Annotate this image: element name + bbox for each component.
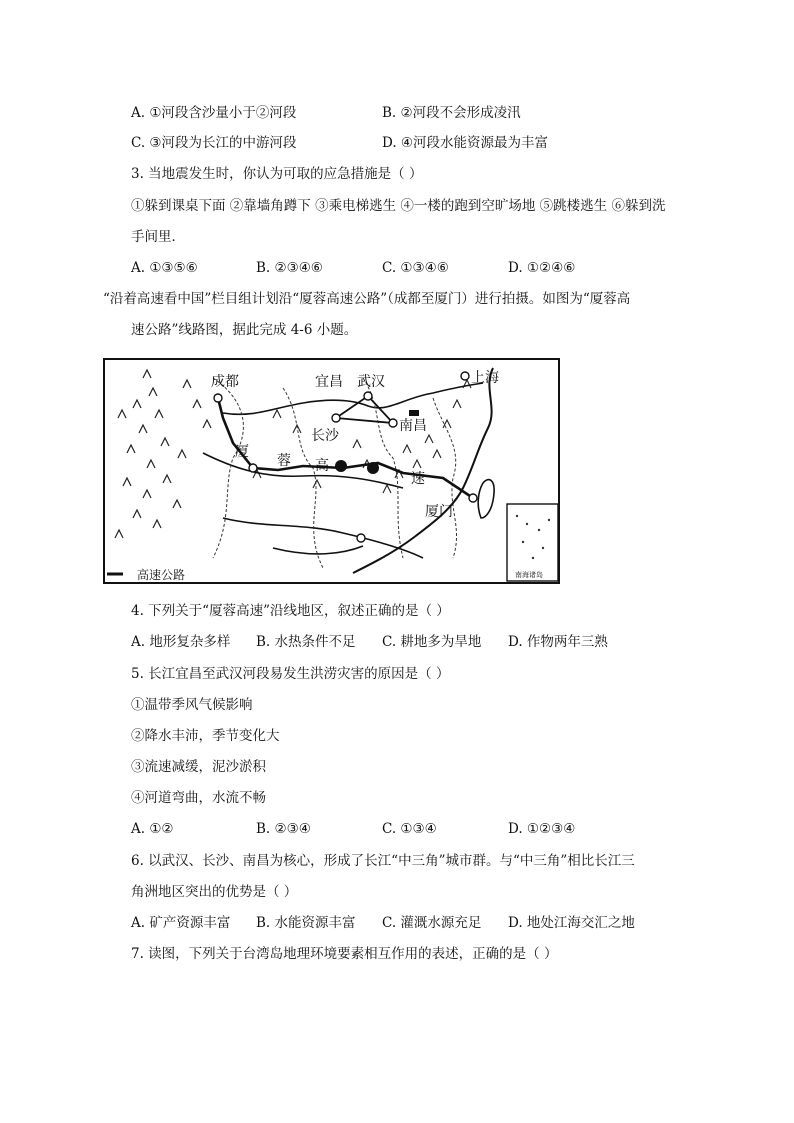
q4-option-c: C. 耕地多为旱地 <box>382 634 482 650</box>
label-xia: 厦 <box>235 444 249 460</box>
q3-option-d: D. ①②④⑥ <box>508 260 576 276</box>
q7-stem: 7. 读图，下列关于台湾岛地理环境要素相互作用的表述，正确的是（ ） <box>131 946 558 962</box>
inset-caption: 南海诸岛 <box>515 571 543 579</box>
q3-items-line1: ①躲到课桌下面 ②靠墙角蹲下 ③乘电梯逃生 ④一楼的跑到空旷场地 ⑤跳楼逃生 ⑥躲到洗 <box>131 198 666 214</box>
label-su: 速 <box>411 471 425 487</box>
label-changsha: 长沙 <box>311 428 339 444</box>
label-chengdu: 成都 <box>211 374 239 390</box>
q6-option-c: C. 灌溉水源充足 <box>382 915 482 931</box>
q3-items-line2: 手间里． <box>131 229 185 245</box>
q4-option-d: D. 作物两年三熟 <box>508 634 608 650</box>
inset-map <box>507 504 558 581</box>
q6-option-a: A. 矿产资源丰富 <box>131 915 231 931</box>
q3-option-a: A. ①③⑤⑥ <box>131 260 198 276</box>
q6-option-d: D. 地处江海交汇之地 <box>508 915 635 931</box>
q2-option-b: B. ②河段不会形成凌汛 <box>382 105 521 121</box>
factory-symbol <box>409 410 419 416</box>
label-shanghai: 上海 <box>471 370 499 386</box>
q5-item-2: ②降水丰沛，季节变化大 <box>131 728 280 744</box>
xiarong-expressway-map <box>103 358 560 584</box>
q5-item-3: ③流速减缓，泥沙淤积 <box>131 759 266 775</box>
legend-label: 高速公路 <box>137 568 186 582</box>
q5-item-4: ④河道弯曲，水流不畅 <box>131 790 266 806</box>
intro-line2: 速公路”线路图，据此完成 4-6 小题。 <box>131 322 358 338</box>
q2-option-a: A. ①河段含沙量小于②河段 <box>131 105 297 121</box>
label-xiamen: 厦门 <box>425 504 453 520</box>
q6-stem-cont: 角洲地区突出的优势是（ ） <box>131 884 298 900</box>
label-gao: 高 <box>315 458 329 474</box>
q5-stem: 5. 长江宜昌至武汉河段易发生洪涝灾害的原因是（ ） <box>131 666 450 682</box>
label-yichang: 宜昌 <box>315 374 343 390</box>
q5-item-1: ①温带季风气候影响 <box>131 697 253 713</box>
q2-option-c: C. ③河段为长江的中游河段 <box>131 135 297 151</box>
q3-option-c: C. ①③④⑥ <box>382 260 449 276</box>
label-wuhan: 武汉 <box>357 374 385 390</box>
q4-option-a: A. 地形复杂多样 <box>131 634 231 650</box>
label-rong: 蓉 <box>277 453 291 469</box>
q5-option-c: C. ①③④ <box>382 821 437 837</box>
q4-option-b: B. 水热条件不足 <box>256 634 356 650</box>
q5-option-a: A. ①② <box>131 821 174 837</box>
label-nanchang: 南昌 <box>399 418 427 434</box>
q2-option-d: D. ④河段水能资源最为丰富 <box>382 135 549 151</box>
q3-option-b: B. ②③④⑥ <box>256 260 323 276</box>
q6-stem: 6. 以武汉、长沙、南昌为核心，形成了长江“中三角”城市群。与“中三角”相比长江三 <box>131 853 635 869</box>
intro-line1: “沿着高速看中国”栏目组计划沿“厦蓉高速公路”（成都至厦门）进行拍摄。如图为“厦蓉高 <box>103 291 631 307</box>
q4-stem: 4. 下列关于“厦蓉高速”沿线地区，叙述正确的是（ ） <box>131 603 450 619</box>
q6-option-b: B. 水能资源丰富 <box>256 915 356 931</box>
q5-option-b: B. ②③④ <box>256 821 311 837</box>
q5-option-d: D. ①②③④ <box>508 821 576 837</box>
q3-stem: 3. 当地震发生时，你认为可取的应急措施是（ ） <box>131 166 423 182</box>
